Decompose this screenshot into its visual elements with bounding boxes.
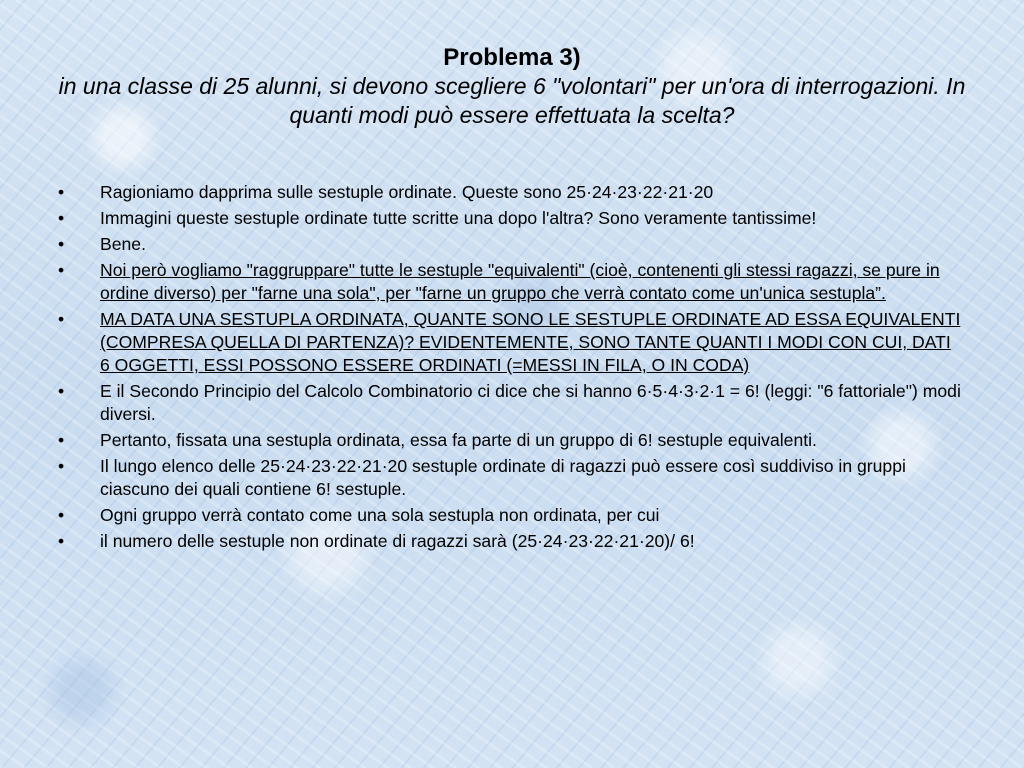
bullet-item <box>58 259 962 305</box>
bullet-icon: • <box>58 456 65 476</box>
bullet-item <box>58 308 962 377</box>
bullet-text-underlined: Noi però vogliamo "raggruppare" tutte le sestuple "equivalenti" (cioè, contenenti gli stessi ragazzi, se pure in ordine diverso) per "farne una sola", per "farne un gruppo che verrà contato come un'unica sestupla”. <box>100 260 940 303</box>
bullet-item <box>58 207 962 230</box>
bullet-icon: • <box>58 234 65 254</box>
bullet-text: Ogni gruppo verrà contato come una sola sestupla non ordinata, per cui <box>100 505 660 525</box>
bullet-icon: • <box>58 309 65 329</box>
slide-title: Problema 3) <box>443 44 581 71</box>
bullet-text: Bene. <box>100 234 146 254</box>
problem-statement: in una classe di 25 alunni, si devono scegliere 6 "volontari" per un'ora di interrogazioni. In quanti modi può essere effettuata la scelta? <box>58 73 966 128</box>
bullet-icon: • <box>58 381 65 401</box>
bullet-text: il numero delle sestuple non ordinate di ragazzi sarà (25·24·23·22·21·20)/ 6! <box>100 531 695 551</box>
bullet-item <box>58 455 962 501</box>
bullet-icon: • <box>58 531 65 551</box>
bullet-item <box>58 530 962 553</box>
bullet-item <box>58 233 962 256</box>
bullet-text: Ragioniamo dapprima sulle sestuple ordinate. Queste sono 25·24·23·22·21·20 <box>100 182 714 202</box>
bullet-text: E il Secondo Principio del Calcolo Combinatorio ci dice che si hanno 6·5·4·3·2·1 = 6! (leggi: "6 fattoriale") modi diversi. <box>100 381 961 424</box>
bullet-text-underlined: MA DATA UNA SESTUPLA ORDINATA, QUANTE SONO LE SESTUPLE ORDINATE AD ESSA EQUIVALENTI (COMPRESA QUELLA DI PARTENZA)? EVIDENTEMENTE, SONO TANTE QUANTI I MODI CON CUI, DATI 6 OGGETTI, ESSI POSSONO ESSERE ORDINATI (=MESSI IN FILA, O IN CODA) <box>100 309 961 375</box>
bullet-text: Pertanto, fissata una sestupla ordinata, essa fa parte di un gruppo di 6! sestuple equivalenti. <box>100 430 817 450</box>
bullet-item <box>58 504 962 527</box>
bullet-text: Il lungo elenco delle 25·24·23·22·21·20 sestuple ordinate di ragazzi può essere così suddiviso in gruppi ciascuno dei quali contiene 6! sestuple. <box>100 456 906 499</box>
bullet-icon: • <box>58 505 65 525</box>
bullet-item <box>58 429 962 452</box>
bullet-item <box>58 181 962 204</box>
bullet-item <box>58 380 962 426</box>
bullet-list <box>58 181 962 556</box>
bullet-text: Immagini queste sestuple ordinate tutte scritte una dopo l'altra? Sono veramente tantissime! <box>100 208 817 228</box>
title-block <box>40 43 984 130</box>
bullet-icon: • <box>58 430 65 450</box>
bullet-icon: • <box>58 208 65 228</box>
bullet-icon: • <box>58 182 65 202</box>
bullet-icon: • <box>58 260 65 280</box>
